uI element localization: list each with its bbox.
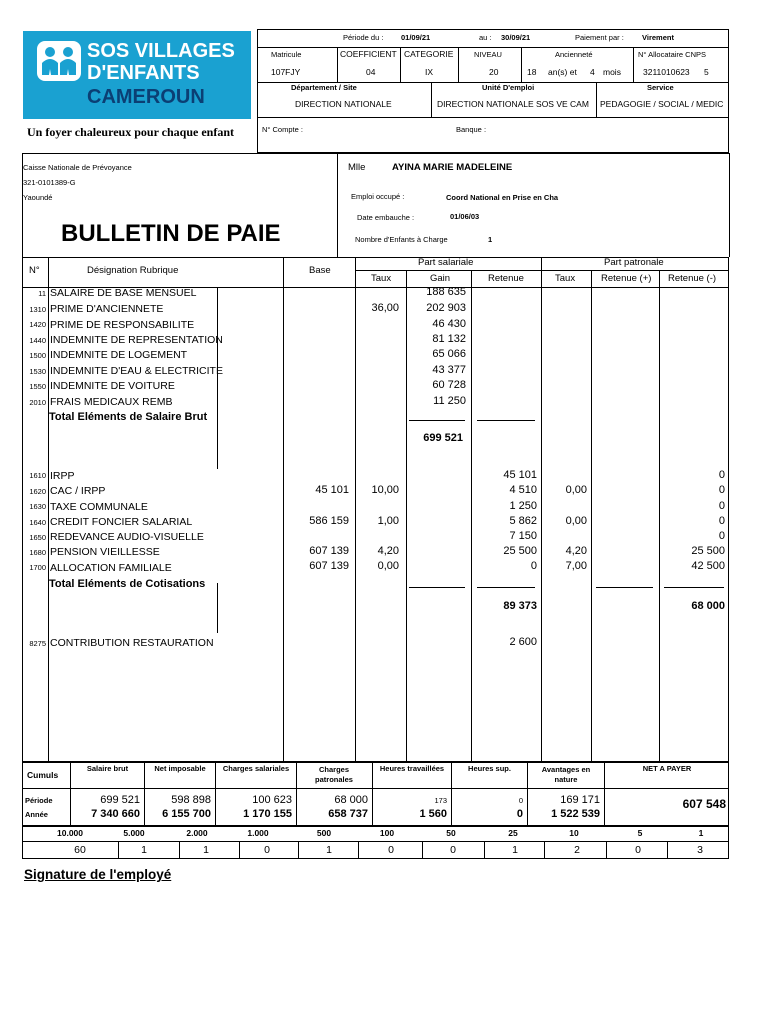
- row-patronal-retenue: 0: [718, 484, 725, 496]
- denomination-count: 1: [203, 844, 209, 856]
- anciennete-mois: 4: [590, 67, 595, 77]
- header-base: Base: [309, 265, 331, 276]
- row-code: 1630: [29, 502, 46, 511]
- row-code: 1680: [29, 548, 46, 557]
- unite-label: Unité D'emploi: [482, 83, 535, 92]
- denomination: 500: [316, 828, 332, 838]
- header-num: N°: [29, 265, 40, 276]
- matricule-value: 107FJY: [271, 67, 301, 77]
- row-gain: 188 635: [426, 286, 466, 298]
- row-base: 607 139: [309, 560, 349, 572]
- employee-civilite: Mlle: [348, 162, 366, 173]
- niveau-value: 20: [489, 67, 499, 77]
- departement-label: Département / Site: [291, 83, 357, 92]
- denomination: 10: [569, 828, 579, 838]
- caisse-line3: Yaoundé: [23, 193, 53, 202]
- row-taux: 4,20: [377, 545, 399, 557]
- row-label: INDEMNITE DE LOGEMENT: [50, 349, 188, 361]
- annee-heures-sup: 0: [516, 808, 523, 820]
- denomination: 1.000: [247, 828, 269, 838]
- net-a-payer-label: NET A PAYER: [642, 764, 692, 773]
- caisse-line1: Caisse Nationale de Prévoyance: [23, 163, 132, 172]
- row-retenue: 1 250: [509, 500, 537, 512]
- anciennete-ans: 18: [527, 67, 537, 77]
- document-title: BULLETIN DE PAIE: [61, 220, 281, 247]
- row-code: 1310: [29, 305, 46, 314]
- row-patronal-taux: 4,20: [565, 545, 587, 557]
- denomination-count: 0: [388, 844, 394, 856]
- cumuls-header: Charges salariales: [222, 764, 290, 773]
- periode-charges-salariales: 100 623: [252, 794, 292, 806]
- periode-charges-patronales: 68 000: [334, 794, 368, 806]
- enfants-label: Nombre d'Enfants à Charge: [355, 235, 448, 244]
- paiement-label: Paiement par :: [575, 33, 624, 42]
- row-gain: 60 728: [432, 379, 466, 391]
- row-base: 586 159: [309, 515, 349, 527]
- denomination: 5: [637, 828, 643, 838]
- service-value: PEDAGOGIE / SOCIAL / MEDIC: [600, 99, 724, 109]
- denomination-count: 2: [574, 844, 580, 856]
- row-base: 45 101: [315, 484, 349, 496]
- row-code: 1700: [29, 563, 46, 572]
- periode-du: 01/09/21: [401, 33, 431, 42]
- row-label: CREDIT FONCIER SALARIAL: [50, 516, 193, 528]
- periode-heures-sup: 0: [518, 796, 523, 805]
- header-retenue-plus: Retenue (+): [601, 273, 652, 284]
- row-gain: 46 430: [432, 318, 466, 330]
- row-patronal-retenue: 25 500: [691, 545, 725, 557]
- org-country: CAMEROUN: [87, 86, 205, 108]
- periode-heures-travaillees: 173: [434, 796, 447, 805]
- row-patronal-taux: 7,00: [565, 560, 587, 572]
- row-label: PENSION VIEILLESSE: [50, 546, 160, 558]
- total-brut-value: 699 521: [423, 432, 463, 444]
- total-cotisations-salarial: 89 373: [503, 600, 537, 612]
- embauche-value: 01/06/03: [450, 212, 480, 221]
- row-code: 1650: [29, 533, 46, 542]
- row-code: 1620: [29, 487, 46, 496]
- header-retenue-minus: Retenue (-): [668, 273, 717, 284]
- row-code: 1530: [29, 367, 46, 376]
- denomination: 1: [698, 828, 704, 838]
- annee-charges-patronales: 658 737: [328, 808, 368, 820]
- denomination: 2.000: [186, 828, 208, 838]
- denomination: 10.000: [57, 828, 83, 838]
- row-retenue: 0: [530, 560, 537, 572]
- total-cotisations-patronal: 68 000: [691, 600, 725, 612]
- row-label: CAC / IRPP: [50, 485, 106, 497]
- net-a-payer-value: 607 548: [682, 797, 726, 811]
- periode-avantages: 169 171: [560, 794, 600, 806]
- row-label: INDEMNITE DE REPRESENTATION: [50, 334, 223, 346]
- org-name-line2: D'ENFANTS: [87, 62, 200, 84]
- row-label: ALLOCATION FAMILIALE: [50, 562, 172, 574]
- row-patronal-retenue: 42 500: [691, 560, 725, 572]
- row-retenue: 5 862: [509, 515, 537, 527]
- cumuls-header: Net imposable: [154, 764, 206, 773]
- row-label: PRIME D'ANCIENNETE: [50, 303, 164, 315]
- denomination-count: 3: [697, 844, 703, 856]
- periode-au-label: au :: [479, 33, 492, 42]
- row-patronal-taux: 0,00: [565, 515, 587, 527]
- row-retenue: 45 101: [503, 469, 537, 481]
- row-gain: 65 066: [432, 348, 466, 360]
- denomination-count: 1: [141, 844, 147, 856]
- row-label: TAXE COMMUNALE: [50, 501, 148, 513]
- row-code: 1610: [29, 471, 46, 480]
- row-code: 1640: [29, 518, 46, 527]
- row-taux: 0,00: [377, 560, 399, 572]
- cnps-number: 3211010623: [643, 67, 690, 77]
- header-retenue: Retenue: [488, 273, 524, 284]
- denomination-count: 0: [264, 844, 270, 856]
- denomination-count: 60: [74, 844, 86, 856]
- denomination: 50: [446, 828, 456, 838]
- row-label: SALAIRE DE BASE MENSUEL: [50, 287, 197, 299]
- row-gain: 202 903: [426, 302, 466, 314]
- row-patronal-taux: 0,00: [565, 484, 587, 496]
- cumuls-header: Heures travaillées: [379, 764, 445, 773]
- cumuls-header: Avantages en nature: [541, 765, 591, 785]
- row-taux: 10,00: [371, 484, 399, 496]
- denomination: 5.000: [123, 828, 145, 838]
- denomination: 25: [508, 828, 518, 838]
- row-gain: 81 132: [432, 333, 466, 345]
- employee-name: AYINA MARIE MADELEINE: [392, 162, 513, 173]
- emploi-value: Coord National en Prise en Cha: [446, 193, 559, 202]
- row-taux: 1,00: [377, 515, 399, 527]
- row-retenue: 2 600: [509, 636, 537, 648]
- coefficient-value: 04: [366, 67, 376, 77]
- row-gain: 11 250: [433, 395, 466, 407]
- row-label: REDEVANCE AUDIO-VISUELLE: [50, 531, 204, 543]
- denomination-count: 1: [512, 844, 518, 856]
- row-label: CONTRIBUTION RESTAURATION: [50, 637, 214, 649]
- periode-au: 30/09/21: [501, 33, 531, 42]
- children-logo-icon: [37, 41, 81, 81]
- row-label: FRAIS MEDICAUX REMB: [50, 396, 173, 408]
- annee-net-imposable: 6 155 700: [162, 808, 211, 820]
- cnps-label: N° Allocataire CNPS: [638, 50, 707, 59]
- row-patronal-retenue: 0: [718, 500, 725, 512]
- denomination-count: 0: [450, 844, 456, 856]
- denomination-count: 1: [326, 844, 332, 856]
- row-base: 607 139: [309, 545, 349, 557]
- cumuls-periode-label: Période: [25, 796, 53, 805]
- total-cotisations-label: Total Eléments de Cotisations: [49, 578, 206, 590]
- annee-charges-salariales: 1 170 155: [243, 808, 292, 820]
- paiement-mode: Virement: [642, 33, 674, 42]
- row-gain: 43 377: [432, 364, 466, 376]
- denomination: 100: [379, 828, 395, 838]
- row-code: 1550: [29, 382, 46, 391]
- categorie-value: IX: [425, 67, 434, 77]
- denomination-count: 0: [635, 844, 641, 856]
- row-label: PRIME DE RESPONSABILITE: [50, 319, 195, 331]
- row-code: 2010: [29, 398, 46, 407]
- annee-avantages: 1 522 539: [551, 808, 600, 820]
- header-taux-patronal: Taux: [555, 273, 576, 284]
- annee-heures-travaillees: 1 560: [419, 808, 447, 820]
- row-label: INDEMNITE DE VOITURE: [50, 380, 175, 392]
- header-part-salariale: Part salariale: [418, 257, 474, 268]
- categorie-label: CATEGORIE: [404, 49, 454, 59]
- matricule-label: Matricule: [271, 50, 302, 59]
- row-patronal-retenue: 0: [718, 469, 725, 481]
- row-code: 11: [38, 289, 46, 298]
- periode-label: Période du :: [343, 33, 384, 42]
- cnps-suffix: 5: [704, 67, 709, 77]
- org-logo: [23, 31, 251, 119]
- row-taux: 36,00: [371, 302, 399, 314]
- row-patronal-retenue: 0: [718, 515, 725, 527]
- row-code: 1440: [29, 336, 46, 345]
- emploi-label: Emploi occupé :: [351, 192, 405, 201]
- niveau-label: NIVEAU: [474, 50, 502, 59]
- org-slogan: Un foyer chaleureux pour chaque enfant: [27, 125, 235, 139]
- row-code: 1500: [29, 351, 46, 360]
- row-retenue: 4 510: [509, 484, 537, 496]
- header-taux: Taux: [371, 273, 392, 284]
- row-label: INDEMNITE D'EAU & ELECTRICITE: [50, 365, 223, 377]
- header-gain: Gain: [430, 273, 451, 284]
- total-brut-label: Total Eléments de Salaire Brut: [49, 411, 208, 423]
- compte-label: N° Compte :: [262, 125, 303, 134]
- caisse-line2: 321-0101389-G: [23, 178, 76, 187]
- cumuls-header: Salaire brut: [86, 764, 129, 773]
- cumuls-annee-label: Année: [25, 810, 48, 819]
- row-code: 1420: [29, 320, 46, 329]
- header-part-patronale: Part patronale: [604, 257, 664, 268]
- row-retenue: 25 500: [503, 545, 537, 557]
- header-designation: Désignation Rubrique: [87, 265, 179, 276]
- row-retenue: 7 150: [509, 530, 537, 542]
- departement-value: DIRECTION NATIONALE: [295, 99, 392, 109]
- anciennete-ans-label: an(s) et: [548, 67, 577, 77]
- signature-label: Signature de l'employé: [24, 867, 172, 882]
- annee-salaire-brut: 7 340 660: [91, 808, 140, 820]
- cumuls-header: Heures sup.: [468, 764, 511, 773]
- embauche-label: Date embauche :: [357, 213, 415, 222]
- periode-net-imposable: 598 898: [171, 794, 211, 806]
- service-label: Service: [647, 83, 674, 92]
- periode-salaire-brut: 699 521: [100, 794, 140, 806]
- cumuls-label: Cumuls: [27, 770, 59, 780]
- banque-label: Banque :: [456, 125, 487, 134]
- row-patronal-retenue: 0: [718, 530, 725, 542]
- row-code: 8275: [29, 639, 46, 648]
- anciennete-label: Ancienneté: [555, 50, 593, 59]
- org-name-line1: SOS VILLAGES: [87, 40, 235, 62]
- enfants-value: 1: [488, 235, 493, 244]
- anciennete-mois-label: mois: [603, 67, 621, 77]
- row-label: IRPP: [50, 470, 75, 482]
- coefficient-label: COEFFICIENT: [340, 49, 397, 59]
- unite-value: DIRECTION NATIONALE SOS VE CAM: [437, 99, 589, 109]
- cumuls-header: Charges patronales: [315, 765, 353, 785]
